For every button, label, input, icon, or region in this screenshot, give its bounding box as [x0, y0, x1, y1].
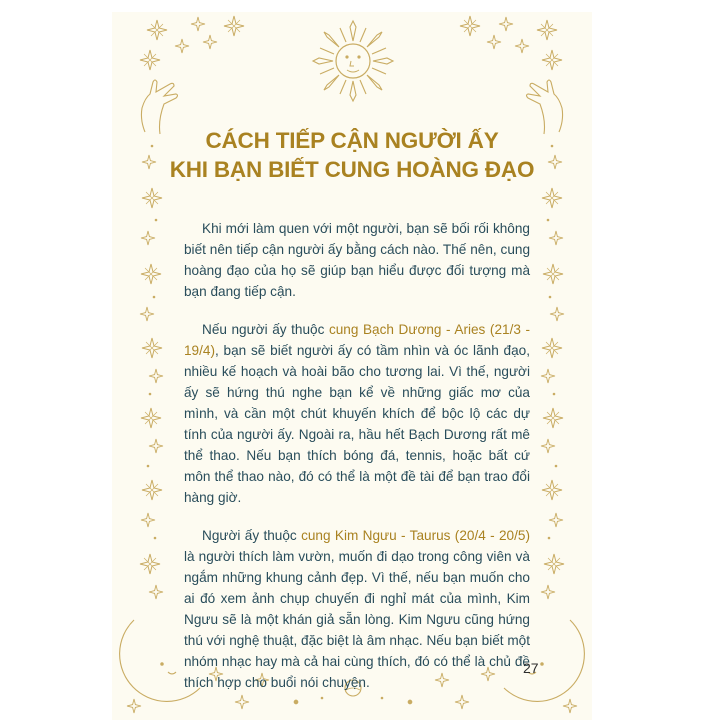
- body-text: [184, 218, 530, 710]
- paragraph-taurus-lead: Người ấy thuộc: [202, 528, 302, 543]
- paragraph-intro: Khi mới làm quen với một người, bạn sẽ bối rối không biết nên tiếp cận người ấy bằng cách nào. Thế nên, cung hoàng đạo của họ sẽ giúp bạn hiểu được đối tượng mà bạn đang tiếp cận.: [184, 221, 530, 299]
- title-line-2: KHI BẠN BIẾT CUNG HOÀNG ĐẠO: [169, 157, 535, 182]
- sparkle-icon: [541, 145, 564, 599]
- taurus-highlight: cung Kim Ngưu - Taurus (20/4 - 20/5): [301, 528, 530, 543]
- book-page: [112, 12, 592, 720]
- title-line-1: CÁCH TIẾP CẬN NGƯỜI ẤY: [205, 128, 499, 153]
- paragraph-aries: [184, 319, 530, 508]
- paragraph-taurus: [184, 525, 530, 693]
- paragraph-aries-body: , bạn sẽ biết người ấy có tầm nhìn và óc lãnh đạo, nhiều kế hoạch và hoài bão cho tương lai. Vì thế, người ấy sẽ hứng thú nghe bạn kể về những giấc mơ của mình, và cần một chút khuyến khích để bộc lộ các dự tính của người ấy. Ngoài ra, hầu hết Bạch Dương rất mê thể thao. Nếu bạn thích bóng đá, tennis, hoặc bất cứ môn thể thao nào, đó có thể là một đề tài để bạn trao đổi hàng giờ.: [184, 343, 530, 505]
- aries-highlight: cung Bạch Dương - Aries (21/3 - 19/4): [184, 322, 530, 358]
- chapter-title: [112, 126, 592, 184]
- sparkle-icon: [140, 145, 163, 599]
- paragraph-taurus-body: là người thích làm vườn, muốn đi dạo trong công viên và ngắm những khung cảnh đẹp. Vì thế, nếu bạn muốn cho ai đó xem ảnh chụp chuyến đi nghỉ mát của mình, Kim Ngưu sẽ là một khán giả sẵn lòng. Kim Ngưu cũng hứng thú với nghệ thuật, đặc biệt là âm nhạc. Nếu bạn biết một nhóm nhạc hay mà cả hai cùng thích, đó có thể là chủ đề thích hợp cho buổi nói chuyện.: [184, 549, 530, 690]
- sun-icon: [313, 21, 393, 101]
- page-number: 27: [523, 660, 539, 676]
- paragraph-aries-lead: Nếu người ấy thuộc: [202, 322, 329, 337]
